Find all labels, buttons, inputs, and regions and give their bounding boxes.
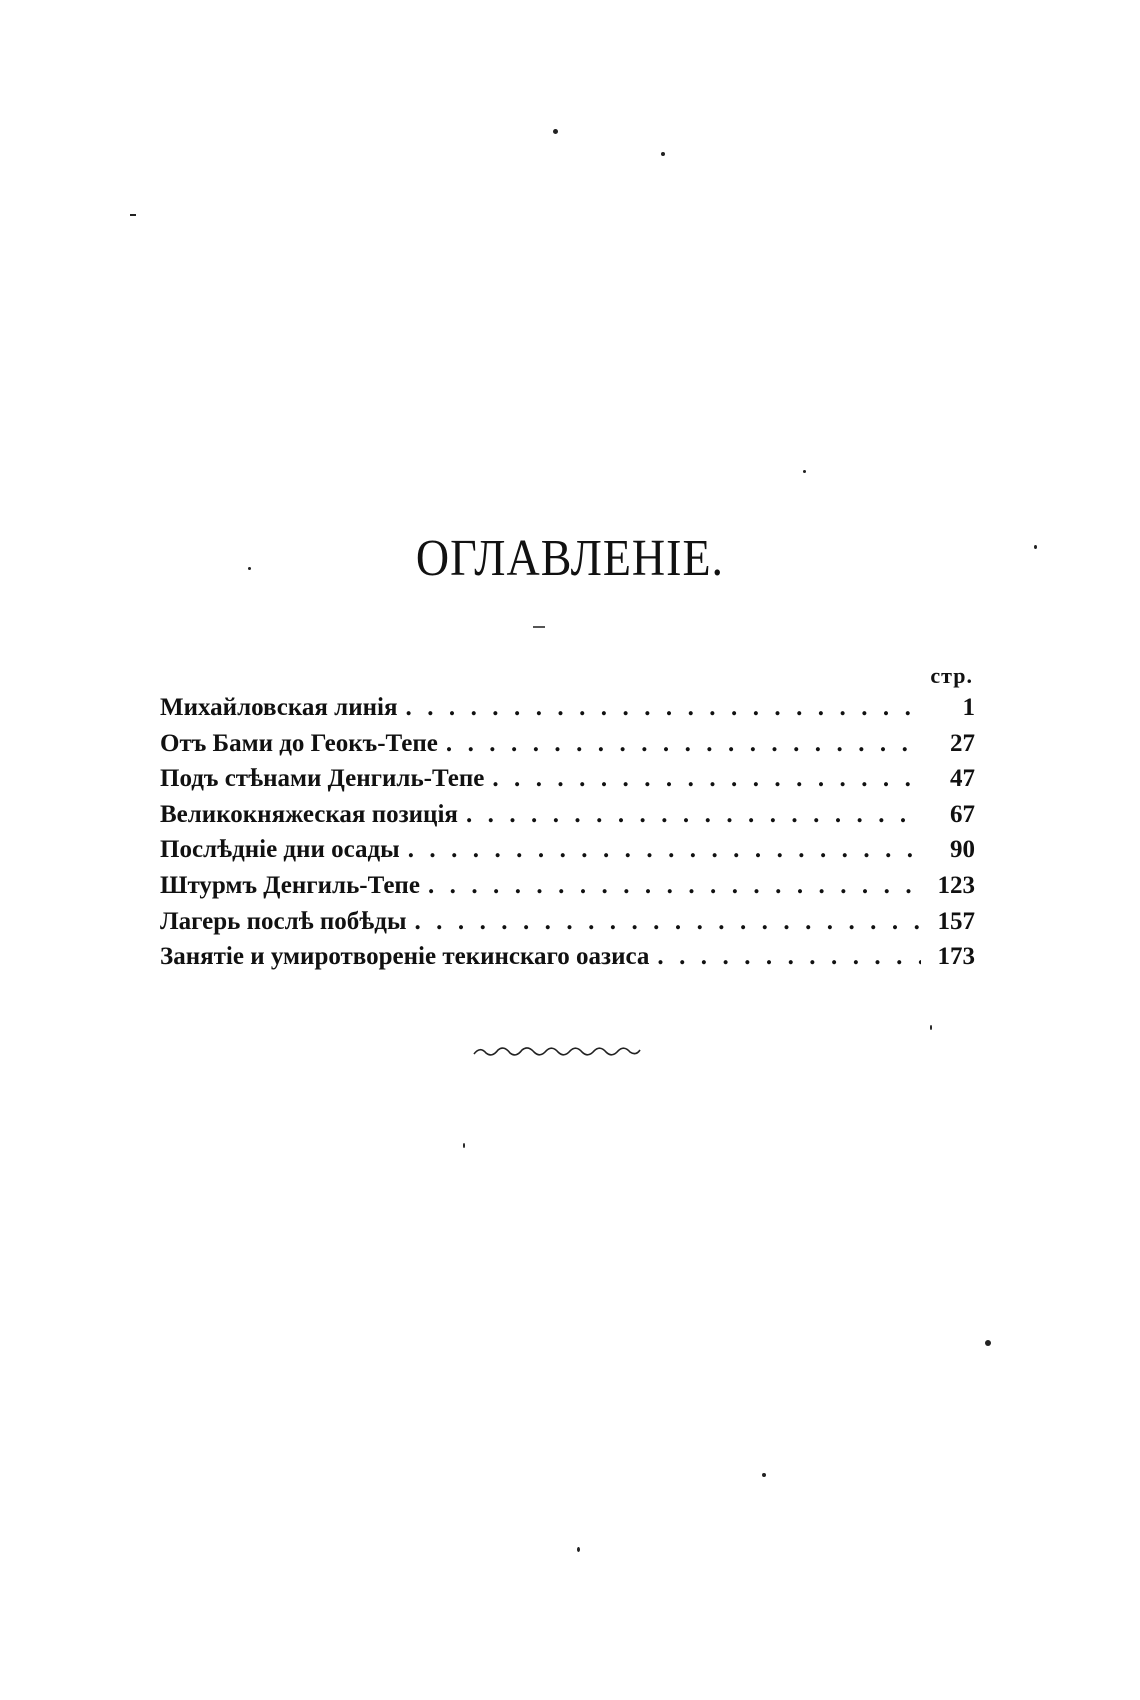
dot-leader (466, 797, 921, 833)
toc-entry-title: Великокняжеская позиція (160, 800, 458, 828)
toc-entry[interactable] (160, 726, 975, 762)
toc-list (160, 690, 975, 975)
toc-entry[interactable] (160, 761, 975, 797)
toc-entry-page: 123 (937, 871, 975, 899)
toc-entry-title: Отъ Бами до Геокъ-Тепе (160, 729, 438, 757)
dot-leader (428, 868, 921, 904)
scan-speck (930, 1025, 932, 1030)
toc-entry[interactable] (160, 797, 975, 833)
title-divider (533, 626, 545, 628)
toc-entry-page: 157 (937, 907, 975, 935)
toc-entry-page: 173 (937, 943, 975, 971)
scan-speck (661, 152, 665, 156)
page-title: ОГЛАВЛЕНІЕ. (415, 529, 725, 587)
page-column-header: стр. (930, 663, 973, 688)
scan-speck (553, 129, 558, 134)
dot-leader (406, 690, 922, 726)
dot-leader (446, 726, 921, 762)
toc-entry-page: 27 (950, 729, 975, 757)
dot-leader (657, 939, 921, 975)
toc-entry-title: Лагерь послѣ побѣды (160, 907, 407, 935)
toc-entry[interactable] (160, 690, 975, 726)
toc-entry-title: Штурмъ Денгиль-Тепе (160, 871, 420, 899)
toc-entry[interactable] (160, 832, 975, 868)
scan-speck (463, 1143, 465, 1148)
toc-entry[interactable] (160, 904, 975, 940)
toc-entry-title: Занятіе и умиротвореніе текинскаго оазиса (160, 943, 650, 971)
dot-leader (414, 904, 921, 940)
scan-speck (803, 470, 806, 473)
scan-speck (577, 1547, 580, 1552)
wavy-line-ornament-icon (472, 1044, 642, 1058)
toc-entry-title: Михайловская линія (160, 694, 398, 721)
toc-entry[interactable] (160, 939, 975, 975)
dot-leader (408, 832, 921, 868)
dot-leader (492, 761, 921, 797)
scan-speck (130, 214, 136, 216)
scan-speck (985, 1340, 991, 1346)
toc-entry-page: 47 (950, 765, 975, 793)
toc-entry[interactable] (160, 868, 975, 904)
toc-entry-title: Подъ стѣнами Денгиль-Тепе (160, 765, 485, 793)
toc-entry-page: 90 (950, 836, 975, 864)
toc-entry-page: 67 (950, 800, 975, 828)
toc-entry-title: Послѣдніе дни осады (160, 836, 400, 864)
toc-entry-page: 1 (962, 694, 975, 721)
scan-speck (762, 1473, 766, 1477)
table-of-contents (160, 662, 975, 975)
